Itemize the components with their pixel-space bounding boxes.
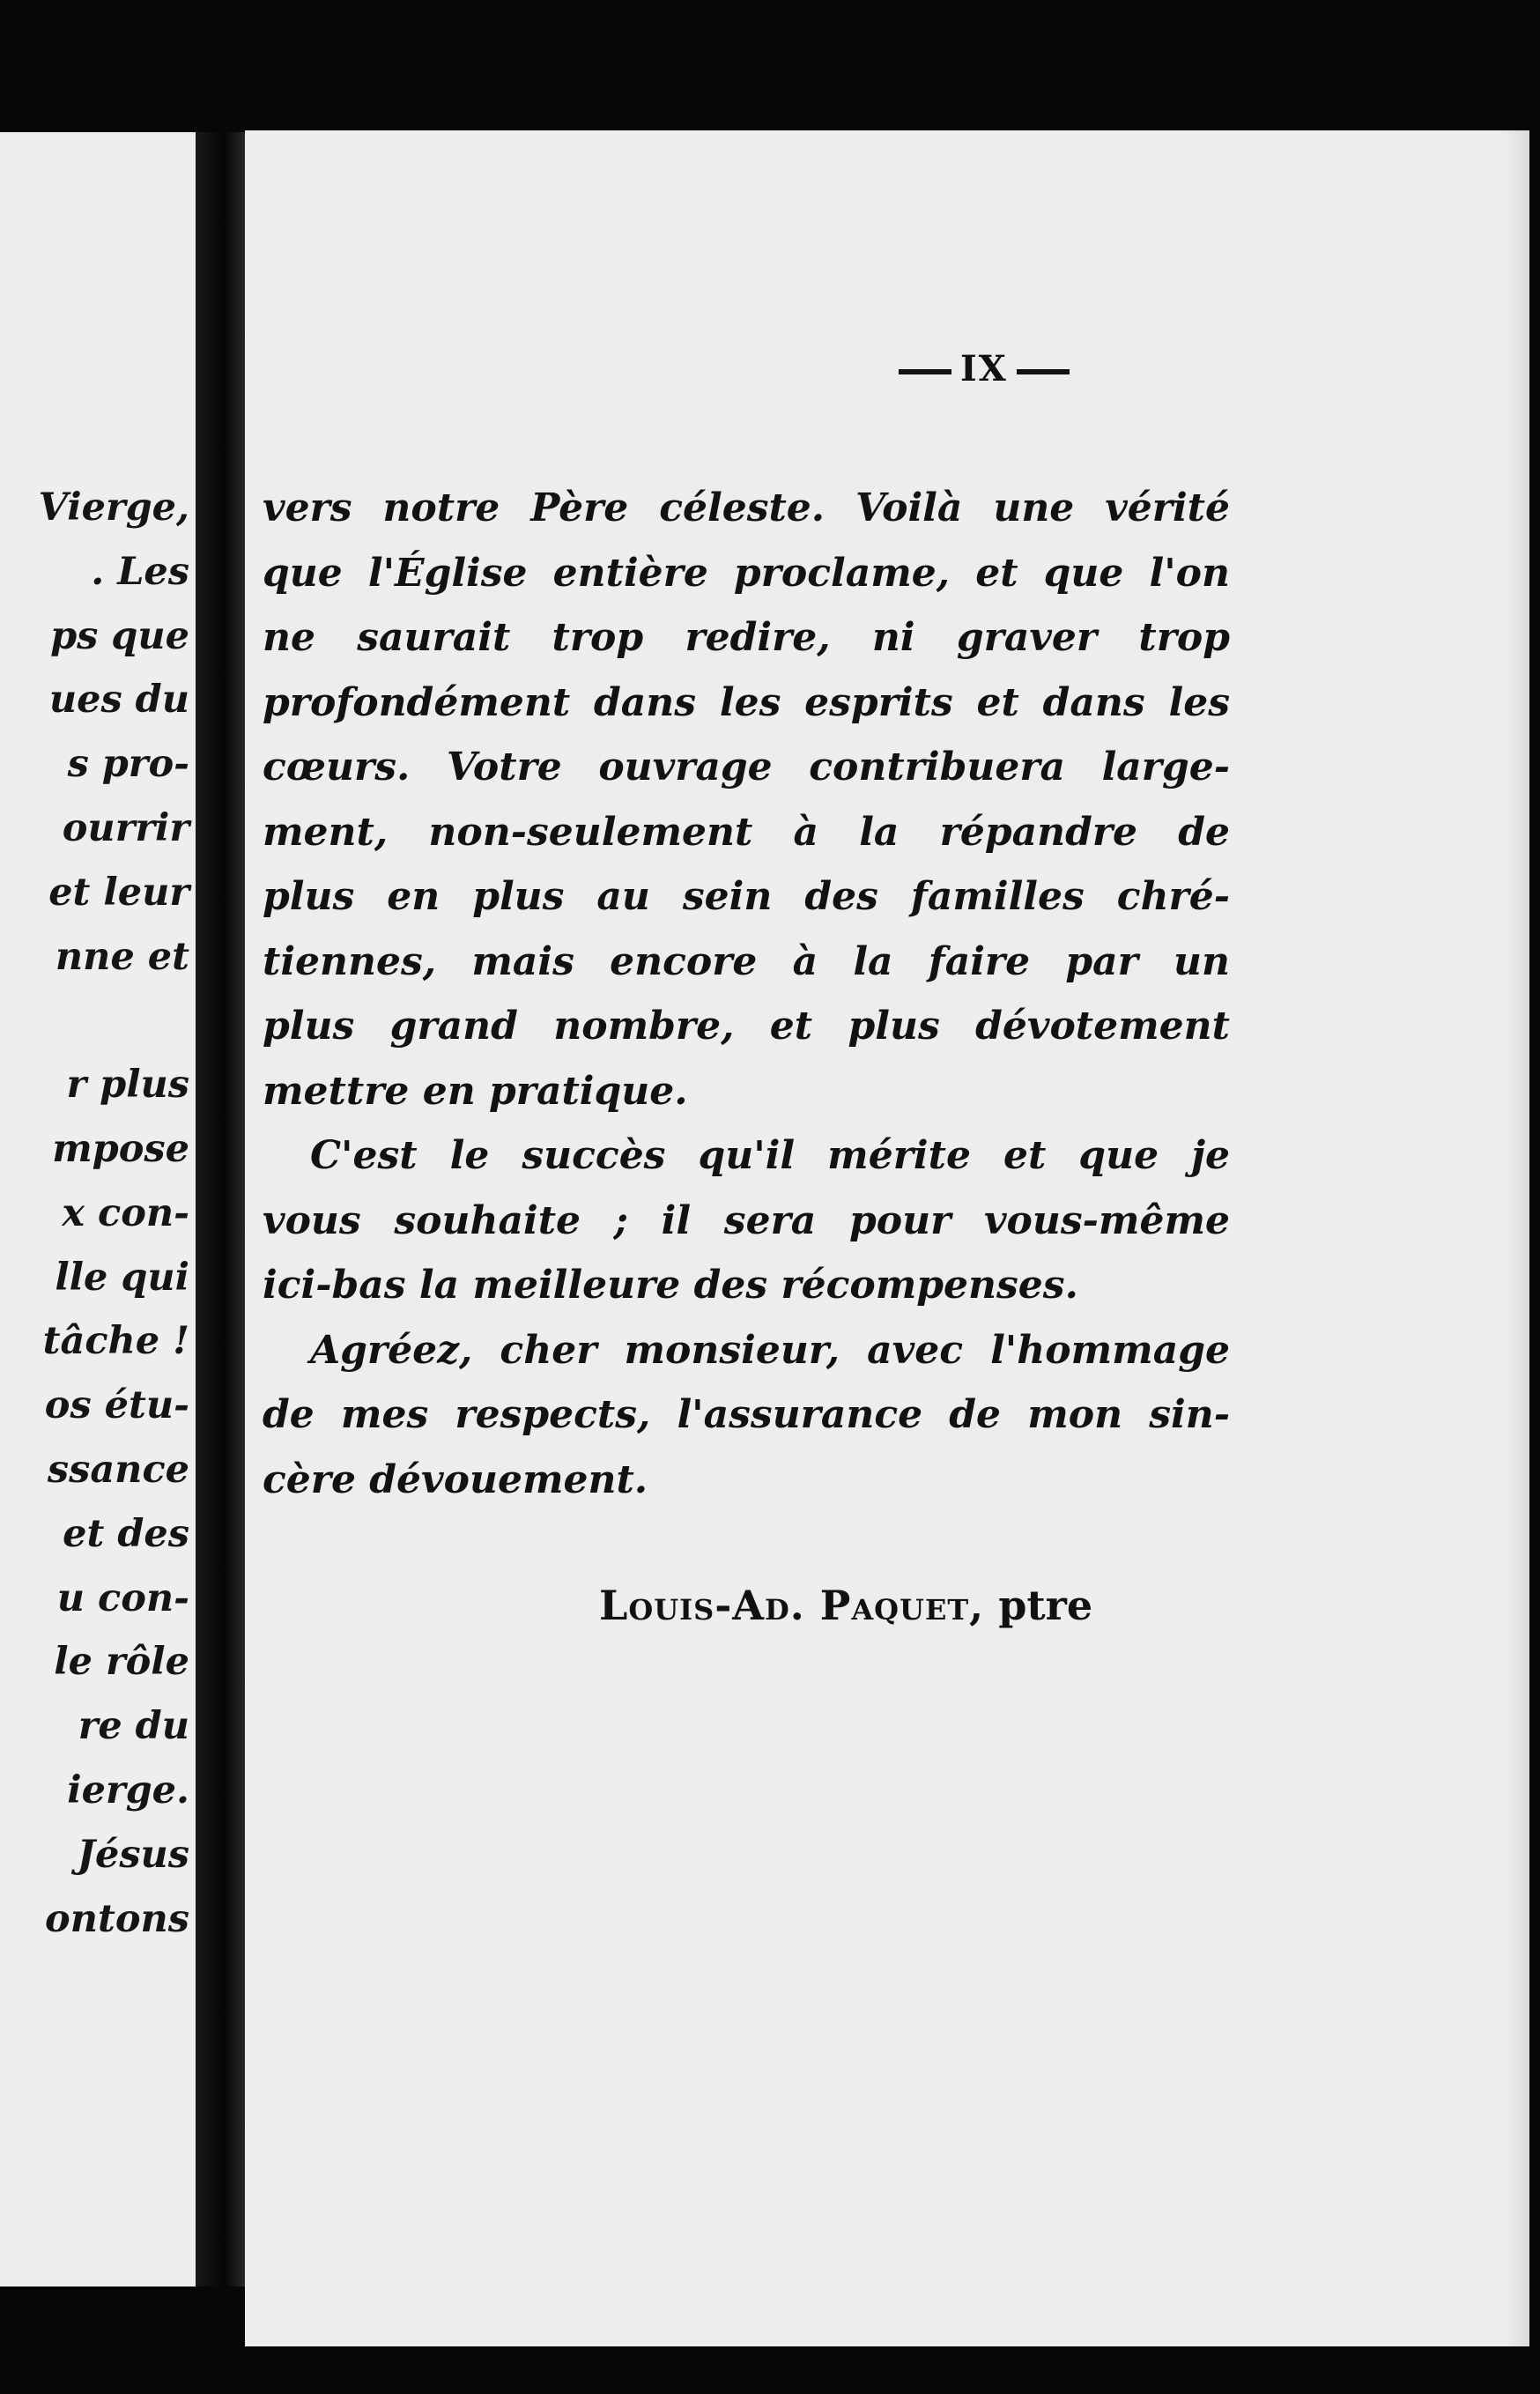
signature-title: ptre xyxy=(998,1582,1093,1629)
left-fragment-line: re du xyxy=(78,1704,189,1749)
text-line: plus grand nombre, et plus dévotement xyxy=(263,1004,1230,1049)
text-line: vous souhaite ; il sera pour vous-même xyxy=(263,1197,1230,1243)
page-number-dash-left xyxy=(899,369,951,374)
left-fragment-line: ourrir xyxy=(62,805,189,850)
text-line: de mes respects, l'assurance de mon sin- xyxy=(263,1392,1230,1437)
text-line: ment, non-seulement à la répandre de xyxy=(263,809,1230,855)
left-fragment-line: ps que xyxy=(50,613,189,658)
left-page-text-fragments xyxy=(0,476,189,1951)
text-line: ici-bas la meilleure des récompenses. xyxy=(263,1263,1078,1308)
left-fragment-line: Vierge, xyxy=(38,485,189,530)
page-number-dash-right xyxy=(1017,369,1070,374)
left-fragment-line: nne et xyxy=(55,934,189,979)
paragraph-start-line: C'est le succès qu'il mérite et que je xyxy=(310,1133,1230,1178)
left-fragment-line: mpose xyxy=(52,1126,189,1171)
paragraph-start-line: Agréez, cher monsieur, avec l'hommage xyxy=(310,1327,1230,1373)
left-fragment-line: et leur xyxy=(48,870,189,915)
left-fragment-line: ssance xyxy=(47,1447,189,1492)
text-line: profondément dans les esprits et dans les xyxy=(263,679,1230,725)
left-fragment-line: s pro- xyxy=(67,742,189,787)
left-facing-page xyxy=(0,132,196,2287)
left-fragment-line: lle qui xyxy=(55,1255,189,1300)
text-line: mettre en pratique. xyxy=(263,1068,688,1114)
signature xyxy=(599,1582,1216,1629)
text-line: tiennes, mais encore à la faire par un xyxy=(263,938,1230,984)
text-line: plus en plus au sein des familles chré- xyxy=(263,874,1230,919)
page-number xyxy=(890,348,1078,389)
letter-body-text xyxy=(263,476,1230,1512)
left-fragment-line: r plus xyxy=(66,1063,189,1108)
text-line: cœurs. Votre ouvrage contribuera large- xyxy=(263,745,1230,789)
text-line: vers notre Père céleste. Voilà une vérité xyxy=(263,485,1230,530)
book-gutter-shadow xyxy=(196,132,247,2287)
left-fragment-line xyxy=(0,989,189,1053)
left-fragment-line: . Les xyxy=(91,549,189,594)
text-line: ne saurait trop redire, ni graver trop xyxy=(263,615,1230,660)
left-fragment-line: os étu- xyxy=(44,1383,189,1428)
left-fragment-line: ierge. xyxy=(67,1768,189,1812)
left-fragment-line: u con- xyxy=(56,1575,189,1620)
text-line: que l'Église entière proclame, et que l'on xyxy=(263,550,1230,596)
left-fragment-line: le rôle xyxy=(54,1640,189,1685)
page-number-numeral: IX xyxy=(960,348,1008,389)
left-fragment-line: et des xyxy=(63,1511,189,1556)
signature-name: Louis-Ad. Paquet, xyxy=(599,1582,985,1629)
left-fragment-line: ontons xyxy=(45,1896,189,1941)
left-fragment-line: tâche ! xyxy=(42,1319,189,1364)
text-line: cère dévouement. xyxy=(263,1456,648,1502)
left-fragment-line: ues du xyxy=(48,678,189,723)
left-fragment-line: x con- xyxy=(62,1190,189,1235)
left-fragment-line: Jésus xyxy=(77,1832,189,1877)
